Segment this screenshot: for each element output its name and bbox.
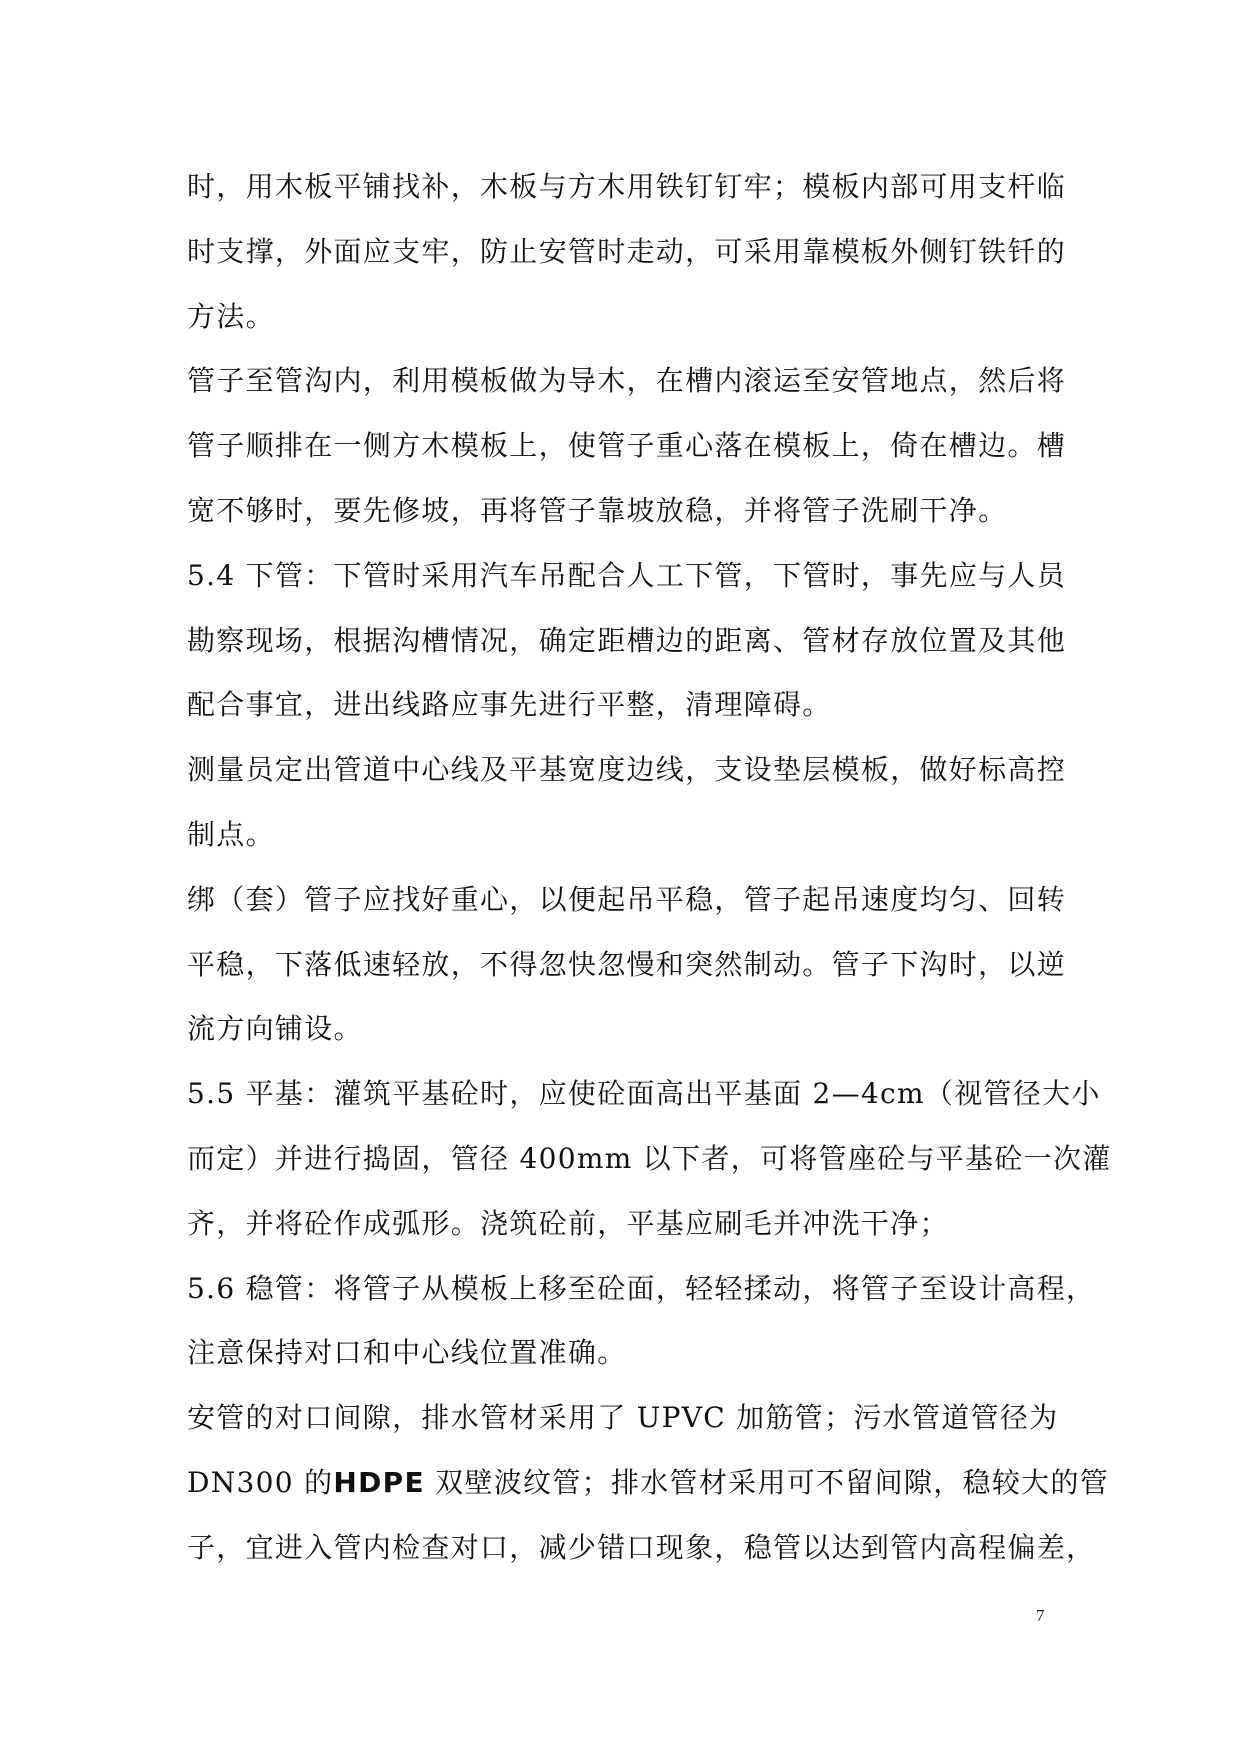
text-line: 平稳，下落低速轻放，不得忽快忽慢和突然制动。管子下沟时，以逆 bbox=[187, 947, 1067, 981]
page-number: 7 bbox=[1036, 1606, 1045, 1625]
text-line: 时支撑，外面应支牢，防止安管时走动，可采用靠模板外侧钉铁钎的 bbox=[187, 234, 1067, 268]
text-line: 而定）并进行捣固，管径 400mm 以下者，可将管座砼与平基砼一次灌 bbox=[187, 1141, 1112, 1175]
text-line: 5.4 下管：下管时采用汽车吊配合人工下管，下管时，事先应与人员 bbox=[187, 558, 1067, 592]
text-line: 子，宜进入管内检查对口，减少错口现象，稳管以达到管内高程偏差， bbox=[187, 1530, 1096, 1564]
text-line: 流方向铺设。 bbox=[187, 1012, 363, 1046]
text-line: 勘察现场，根据沟槽情况，确定距槽边的距离、管材存放位置及其他 bbox=[187, 623, 1067, 657]
hdpe-term: HDPE bbox=[333, 1465, 425, 1499]
text-line: 管子顺排在一侧方木模板上，使管子重心落在模板上，倚在槽边。槽 bbox=[187, 429, 1067, 463]
text-line: 方法。 bbox=[187, 299, 275, 333]
text-line: 注意保持对口和中心线位置准确。 bbox=[187, 1336, 627, 1370]
text-line: 5.5 平基：灌筑平基砼时，应使砼面高出平基面 2—4cm（视管径大小 bbox=[187, 1077, 1101, 1111]
text-line: 制点。 bbox=[187, 817, 275, 851]
text-segment: DN300 的 bbox=[187, 1465, 334, 1499]
text-segment: 双壁波纹管；排水管材采用可不留间隙，稳较大的管 bbox=[424, 1465, 1110, 1499]
text-line: 绑（套）管子应找好重心，以便起吊平稳，管子起吊速度均匀、回转 bbox=[187, 882, 1067, 916]
text-line: 齐，并将砼作成弧形。浇筑砼前，平基应刷毛并冲洗干净； bbox=[187, 1206, 949, 1240]
text-line: 配合事宜，进出线路应事先进行平整，清理障碍。 bbox=[187, 688, 832, 722]
text-line: 时，用木板平铺找补，木板与方木用铁钉钉牢；模板内部可用支杆临 bbox=[187, 170, 1067, 203]
text-line-mixed bbox=[187, 1451, 1110, 1516]
text-line: 5.6 稳管：将管子从模板上移至砼面，轻轻揉动，将管子至设计高程， bbox=[187, 1271, 1096, 1305]
text-line: 测量员定出管道中心线及平基宽度边线，支设垫层模板，做好标高控 bbox=[187, 753, 1067, 787]
text-line: 管子至管沟内，利用模板做为导木，在槽内滚运至安管地点，然后将 bbox=[187, 364, 1067, 398]
text-line: 安管的对口间隙，排水管材采用了 UPVC 加筋管；污水管道管径为 bbox=[187, 1401, 1059, 1435]
body-text bbox=[187, 155, 1112, 1581]
text-line: 宽不够时，要先修坡，再将管子靠坡放稳，并将管子洗刷干净。 bbox=[187, 493, 1008, 527]
